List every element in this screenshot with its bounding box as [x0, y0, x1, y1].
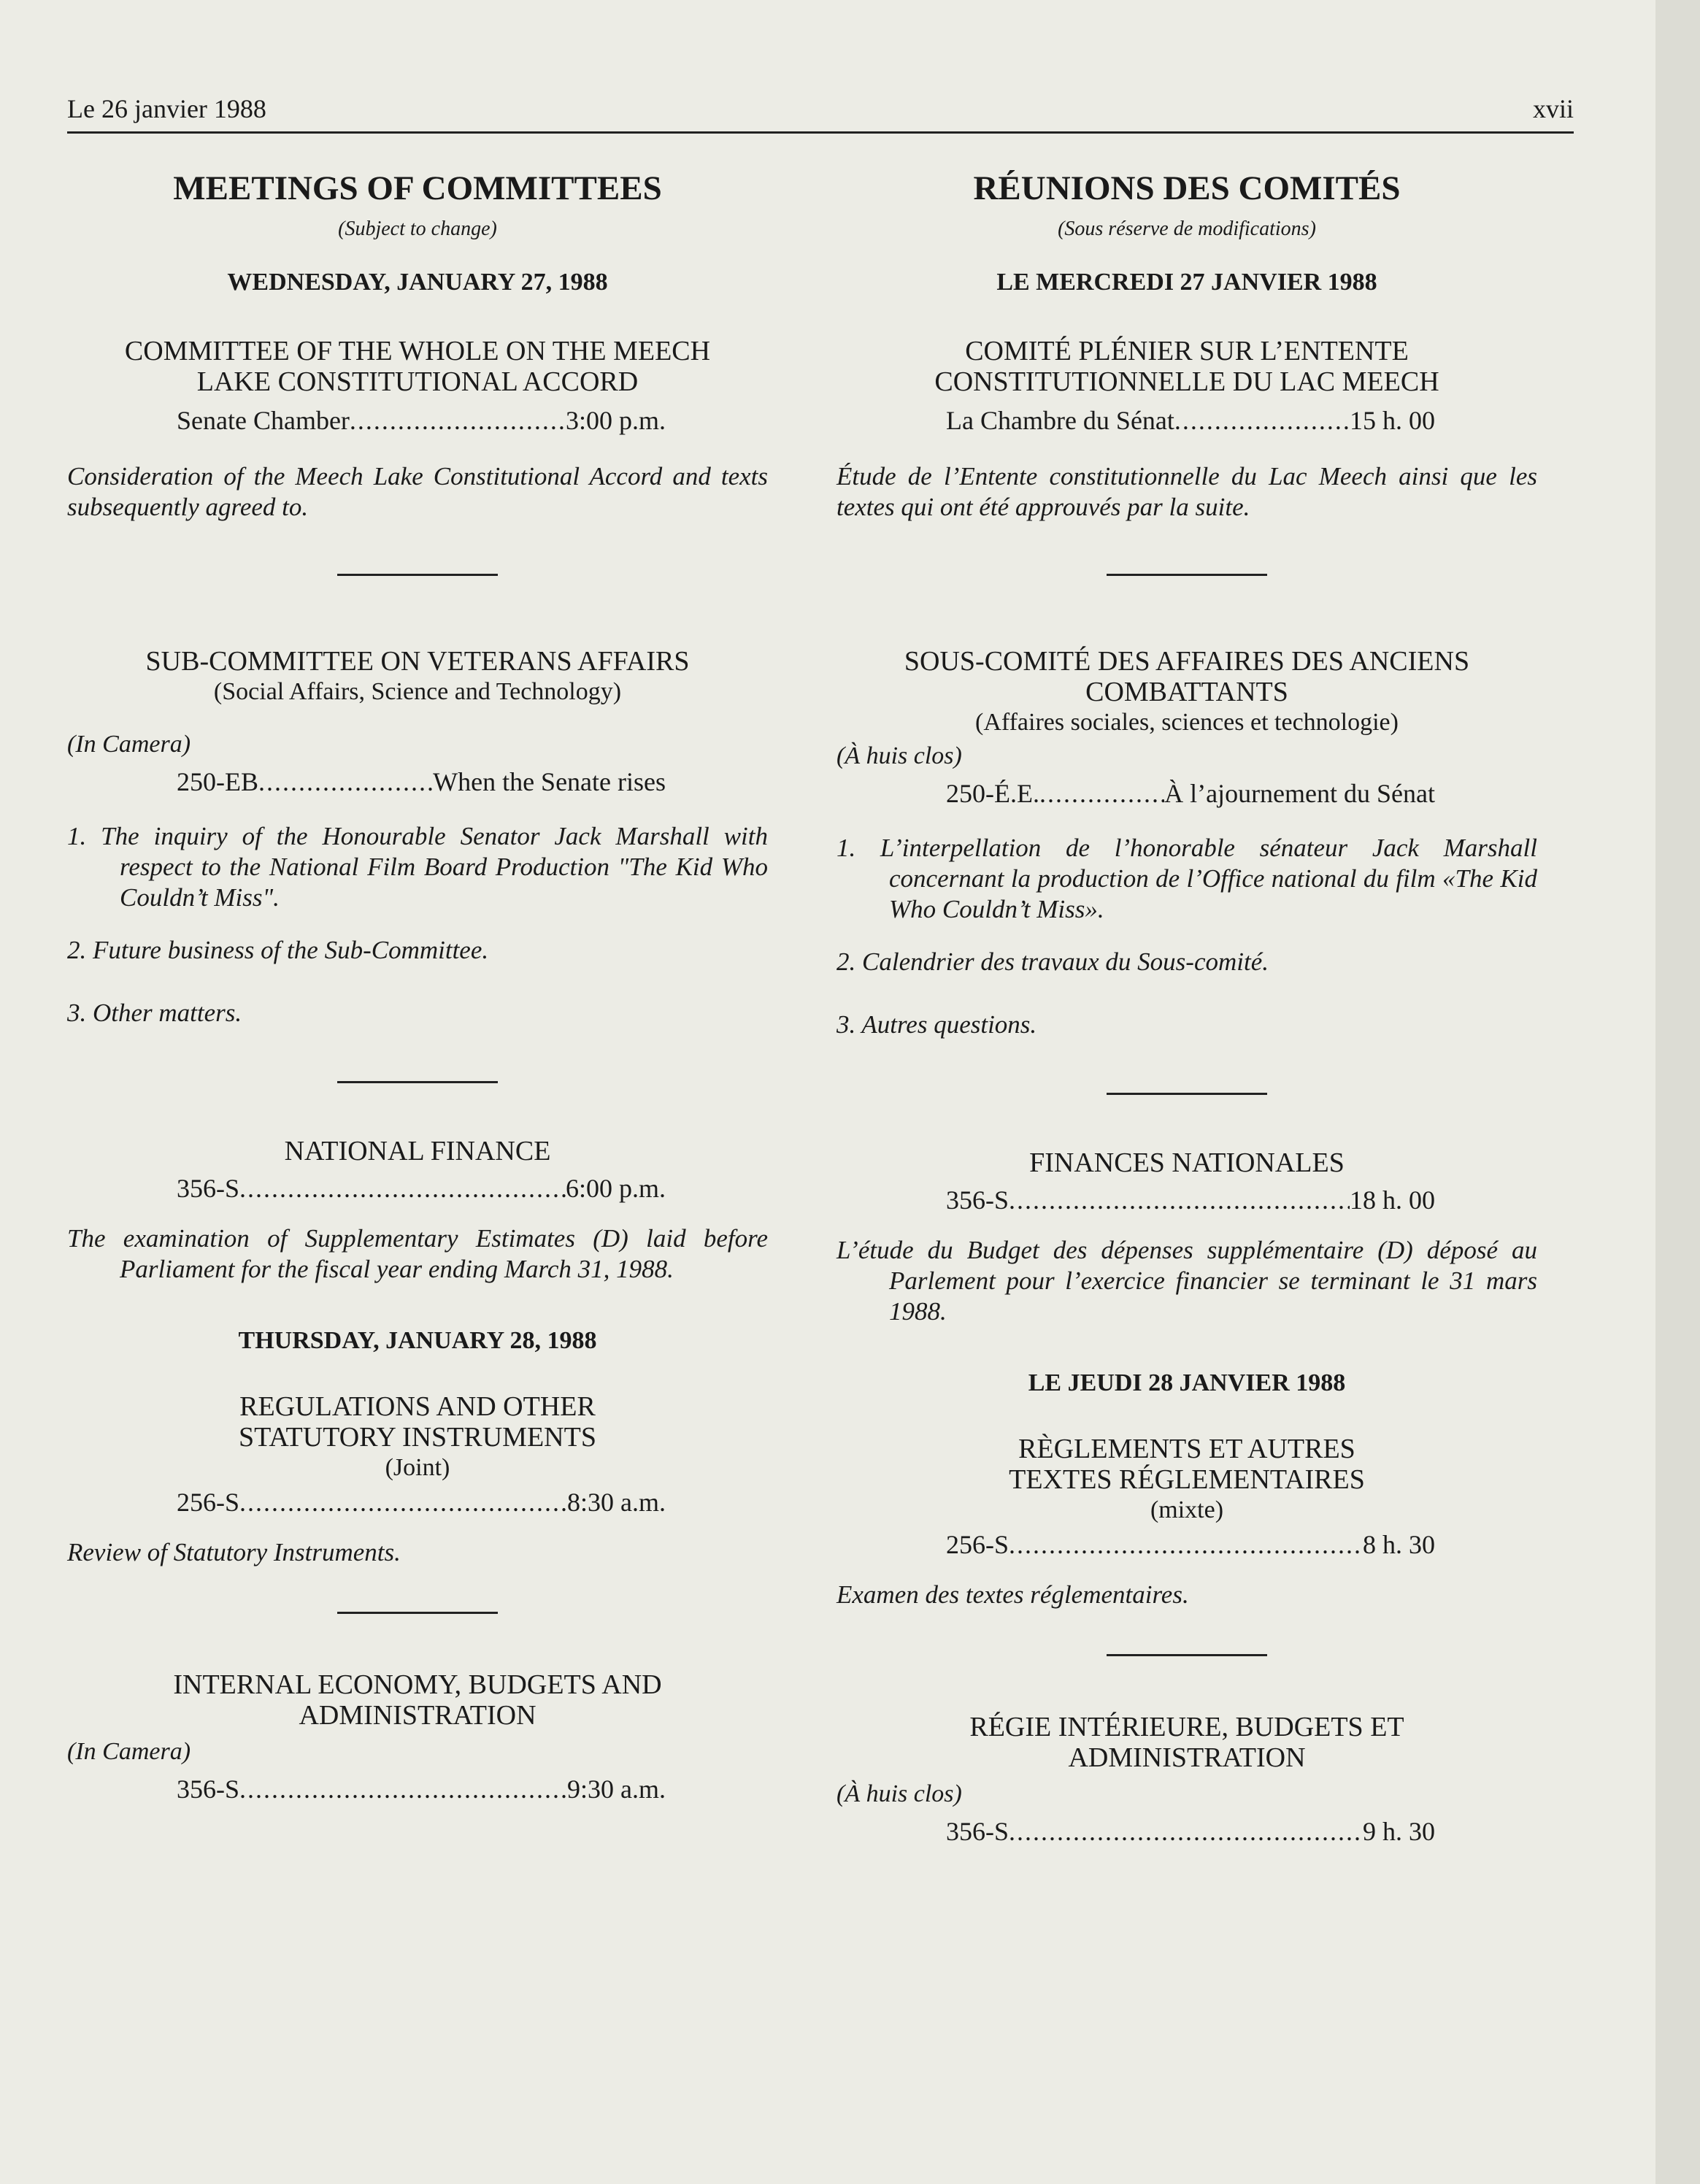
divider — [1107, 1654, 1267, 1656]
committee-name: ADMINISTRATION — [299, 1700, 536, 1731]
meeting-line — [946, 1184, 1435, 1216]
day-heading: THURSDAY, JANUARY 28, 1988 — [238, 1327, 597, 1354]
committee-parent: (mixte) — [1150, 1496, 1224, 1523]
room: 356-S — [177, 1774, 240, 1804]
day-heading: WEDNESDAY, JANUARY 27, 1988 — [227, 269, 608, 296]
committee-name: SUB-COMMITTEE ON VETERANS AFFAIRS — [145, 646, 690, 677]
time: 18 h. 00 — [1350, 1185, 1435, 1215]
divider — [337, 574, 498, 576]
room: 250-É.E. — [946, 779, 1039, 808]
room: 256-S — [177, 1488, 240, 1517]
page-number: xvii — [1532, 94, 1574, 123]
room: 356-S — [946, 1185, 1009, 1215]
header-date: Le 26 janvier 1988 — [67, 94, 266, 123]
committee-name: INTERNAL ECONOMY, BUDGETS AND — [173, 1669, 662, 1700]
description: The examination of Supplementary Estimates (D) laid before Parliament for the fiscal year ending March 31, 1988. — [67, 1224, 768, 1283]
meeting-line — [177, 1773, 666, 1805]
page-title: MEETINGS OF COMMITTEES — [173, 169, 662, 207]
time: 15 h. 00 — [1350, 406, 1435, 435]
agenda-item: 2. Future business of the Sub-Committee. — [67, 936, 489, 964]
divider — [337, 1612, 498, 1614]
committee-name: REGULATIONS AND OTHER — [239, 1391, 596, 1422]
subtitle: (Sous réserve de modifications) — [1058, 218, 1316, 240]
committee-block — [836, 336, 1537, 523]
in-camera-note: (In Camera) — [67, 731, 191, 758]
meeting-line — [946, 1529, 1435, 1561]
agenda-item: 3. Autres questions. — [836, 1010, 1037, 1039]
meeting-line — [946, 777, 1435, 810]
room: 356-S — [177, 1174, 240, 1203]
day-heading: LE JEUDI 28 JANVIER 1988 — [1028, 1369, 1346, 1396]
room: La Chambre du Sénat — [946, 406, 1174, 435]
room: Senate Chamber — [177, 406, 350, 435]
meeting-line — [177, 1486, 666, 1518]
time: 9:30 a.m. — [567, 1774, 666, 1804]
time: 6:00 p.m. — [565, 1174, 666, 1203]
committee-name: STATUTORY INSTRUMENTS — [239, 1422, 596, 1453]
committee-block — [836, 1434, 1537, 1610]
agenda-item: 1. L’interpellation de l’honorable sénateur Jack Marshall concernant la production de l’Office national du film «The Kid Who Couldn’t Miss». — [836, 834, 1537, 923]
time: 3:00 p.m. — [565, 406, 666, 435]
description: Consideration of the Meech Lake Constitutional Accord and texts subsequently agreed to. — [67, 462, 768, 521]
time: 9 h. 30 — [1363, 1817, 1435, 1846]
committee-block — [67, 336, 768, 523]
day-heading: LE MERCREDI 27 JANVIER 1988 — [996, 269, 1377, 296]
description: Étude de l’Entente constitutionnelle du Lac Meech ainsi que les textes qui ont été approuvés par la suite. — [836, 462, 1537, 521]
page-title: RÉUNIONS DES COMITÉS — [973, 169, 1401, 207]
meeting-line — [946, 1815, 1435, 1847]
committee-parent: (Joint) — [385, 1454, 450, 1481]
time: When the Senate rises — [433, 767, 666, 796]
committee-block — [67, 1136, 768, 1285]
committee-block — [836, 1712, 1537, 1847]
time: 8:30 a.m. — [567, 1488, 666, 1517]
divider — [1107, 1093, 1267, 1095]
meeting-line — [177, 404, 666, 437]
time: À l’ajournement du Sénat — [1164, 779, 1435, 808]
in-camera-note: (À huis clos) — [836, 1780, 962, 1807]
in-camera-note: (À huis clos) — [836, 742, 962, 769]
committee-block — [67, 646, 768, 1028]
room: 250-EB — [177, 767, 258, 796]
meeting-line — [177, 1172, 666, 1204]
french-column — [836, 166, 1537, 1847]
divider — [1107, 574, 1267, 576]
committee-name: FINANCES NATIONALES — [1029, 1147, 1345, 1178]
agenda-item: 3. Other matters. — [67, 999, 242, 1027]
page-edge — [1655, 0, 1700, 2184]
committee-name: SOUS-COMITÉ DES AFFAIRES DES ANCIENS — [904, 646, 1470, 677]
committee-name: NATIONAL FINANCE — [284, 1136, 551, 1166]
agenda-item: 1. The inquiry of the Honourable Senator Jack Marshall with respect to the National Film Board Production "The Kid Who Couldn’t Miss". — [67, 822, 768, 912]
description: Review of Statutory Instruments. — [67, 1538, 401, 1566]
description: L’étude du Budget des dépenses supplémentaire (D) déposé au Parlement pour l’exercice financier se terminant le 31 mars 1988. — [836, 1236, 1537, 1326]
agenda-item: 2. Calendrier des travaux du Sous-comité. — [836, 947, 1269, 976]
subtitle: (Subject to change) — [338, 218, 497, 240]
committee-name: LAKE CONSTITUTIONAL ACCORD — [196, 366, 639, 397]
committee-name: COMMITTEE OF THE WHOLE ON THE MEECH — [124, 336, 711, 366]
description: Examen des textes réglementaires. — [836, 1580, 1189, 1609]
room: 356-S — [946, 1817, 1009, 1846]
room: 256-S — [946, 1530, 1009, 1559]
committee-block — [67, 1391, 768, 1568]
meeting-line — [946, 404, 1435, 437]
divider — [337, 1081, 498, 1083]
committee-name: RÈGLEMENTS ET AUTRES — [1018, 1434, 1355, 1464]
english-column — [67, 166, 768, 1805]
committee-block — [836, 646, 1537, 1040]
committee-name: COMBATTANTS — [1085, 677, 1288, 707]
committee-name: CONSTITUTIONNELLE DU LAC MEECH — [934, 366, 1439, 397]
committee-block — [67, 1669, 768, 1805]
committee-block — [836, 1147, 1537, 1327]
running-header — [67, 93, 1574, 134]
committee-name: RÉGIE INTÉRIEURE, BUDGETS ET — [969, 1712, 1404, 1742]
committee-name: TEXTES RÉGLEMENTAIRES — [1009, 1464, 1365, 1495]
in-camera-note: (In Camera) — [67, 1738, 191, 1765]
meeting-line — [177, 766, 666, 798]
committee-parent: (Social Affairs, Science and Technology) — [213, 678, 622, 705]
committee-name: ADMINISTRATION — [1068, 1742, 1306, 1773]
committee-parent: (Affaires sociales, sciences et technologie) — [975, 709, 1399, 736]
committee-name: COMITÉ PLÉNIER SUR L’ENTENTE — [965, 336, 1409, 366]
time: 8 h. 30 — [1363, 1530, 1435, 1559]
